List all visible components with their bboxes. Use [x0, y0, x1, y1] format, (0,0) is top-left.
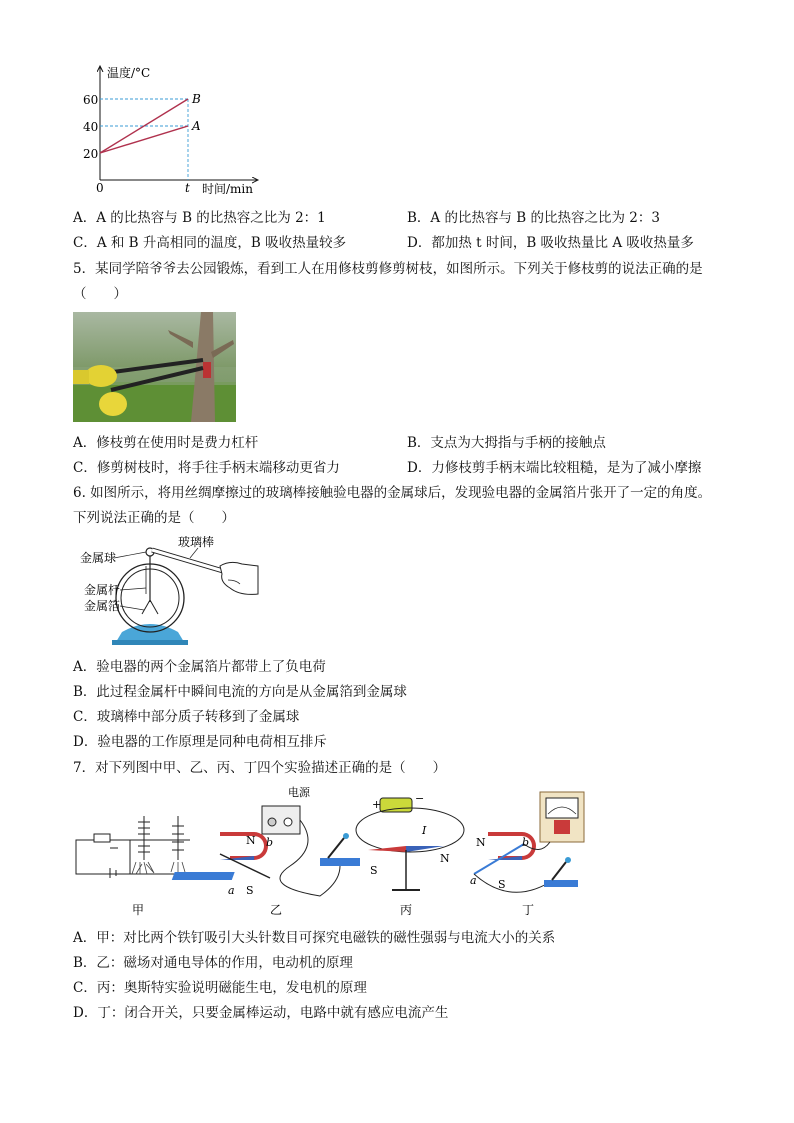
label-power: 电源	[288, 786, 310, 799]
q4-option-b[interactable]: B．A 的比热容与 B 的比热容之比为 2：3	[407, 210, 660, 226]
label-a-ding: a	[470, 874, 477, 887]
q7-option-b[interactable]: B．乙：磁场对通电导体的作用，电动机的原理	[73, 955, 353, 971]
label-s-bing: S	[370, 864, 378, 877]
label-a-yi: a	[228, 884, 235, 897]
label-n-bing: N	[440, 852, 450, 865]
series-label-a: A	[192, 119, 201, 133]
series-label-b: B	[192, 92, 201, 106]
q5-answer-paren: （ ）	[73, 286, 127, 302]
q6-option-a[interactable]: A．验电器的两个金属箔片都带上了负电荷	[73, 659, 326, 675]
series-line-a	[100, 126, 188, 153]
label-n-ding: N	[476, 836, 486, 849]
label-b-yi: b	[266, 836, 274, 849]
q7-experiments-figure	[70, 786, 590, 920]
label-bing: 丙	[400, 903, 413, 917]
q7-option-a[interactable]: A．甲：对比两个铁钉吸引大头针数目可探究电磁铁的磁性强弱与电流大小的关系	[73, 930, 556, 946]
q4-option-d[interactable]: D．都加热 t 时间，B 吸收热量比 A 吸收热量多	[407, 235, 694, 251]
q4-option-c[interactable]: C．A 和 B 升高相同的温度，B 吸收热量较多	[73, 235, 347, 251]
y-axis-label: 温度/°C	[107, 66, 151, 80]
q5-option-b[interactable]: B．支点为大拇指与手柄的接触点	[407, 435, 606, 451]
label-jia: 甲	[132, 903, 145, 917]
q6-stem-line2: 下列说法正确的是（ ）	[73, 510, 235, 526]
q6-option-c[interactable]: C．玻璃棒中部分质子转移到了金属球	[73, 709, 300, 725]
label-yi: 乙	[270, 903, 283, 917]
temperature-time-graph	[80, 60, 270, 200]
y-tick-40: 40	[83, 120, 99, 134]
q7-option-c[interactable]: C．丙：奥斯特实验说明磁能生电，发电机的原理	[73, 980, 367, 996]
q5-option-a[interactable]: A．修枝剪在使用时是费力杠杆	[73, 435, 259, 451]
q5-stem: 5．某同学陪爷爷去公园锻炼，看到工人在用修枝剪修剪树枝，如图所示。下列关于修枝剪的说法正确的是	[73, 261, 703, 277]
q4-option-a[interactable]: A．A 的比热容与 B 的比热容之比为 2：1	[73, 210, 326, 226]
electroscope-figure	[80, 536, 260, 650]
pruning-shears-photo	[73, 312, 236, 422]
y-tick-20: 20	[83, 147, 99, 161]
q7-stem: 7．对下列图中甲、乙、丙、丁四个实验描述正确的是（ ）	[73, 760, 447, 776]
q6-option-b[interactable]: B．此过程金属杆中瞬间电流的方向是从金属箔到金属球	[73, 684, 407, 700]
label-current-i: I	[422, 824, 427, 837]
y-tick-60: 60	[83, 93, 99, 107]
figure-jia	[76, 816, 190, 917]
q6-stem: 6. 如图所示，将用丝绸摩擦过的玻璃棒接触验电器的金属球后，发现验电器的金属箔片张开了一定的角度。	[73, 485, 712, 501]
label-s-yi: S	[246, 884, 254, 897]
figure-ding	[470, 792, 584, 917]
x-axis-label: 时间/min	[202, 182, 253, 196]
figure-bing	[356, 792, 464, 917]
q7-option-d[interactable]: D．丁：闭合开关，只要金属棒运动，电路中就有感应电流产生	[73, 1005, 449, 1021]
label-glass-rod: 玻璃棒	[178, 536, 215, 549]
label-s-ding: S	[498, 878, 506, 891]
label-metal-foil: 金属箔	[84, 599, 121, 613]
x-tick-t: t	[185, 181, 190, 195]
label-metal-bar: 金属杆	[84, 583, 121, 597]
label-metal-ball: 金属球	[80, 551, 117, 565]
figure-yi	[172, 786, 360, 917]
origin-label: 0	[96, 181, 104, 195]
label-plus: +	[372, 798, 382, 811]
q5-option-c[interactable]: C．修剪树枝时，将手往手柄末端移动更省力	[73, 460, 340, 476]
q5-option-d[interactable]: D．力修枝剪手柄末端比较粗糙，是为了减小摩擦	[407, 460, 702, 476]
q6-option-d[interactable]: D．验电器的工作原理是同种电荷相互排斥	[73, 734, 327, 750]
label-ding: 丁	[522, 903, 535, 917]
label-minus: −	[415, 792, 425, 805]
label-n-yi: N	[246, 834, 256, 847]
label-b-ding: b	[522, 836, 530, 849]
series-line-b	[100, 99, 188, 153]
